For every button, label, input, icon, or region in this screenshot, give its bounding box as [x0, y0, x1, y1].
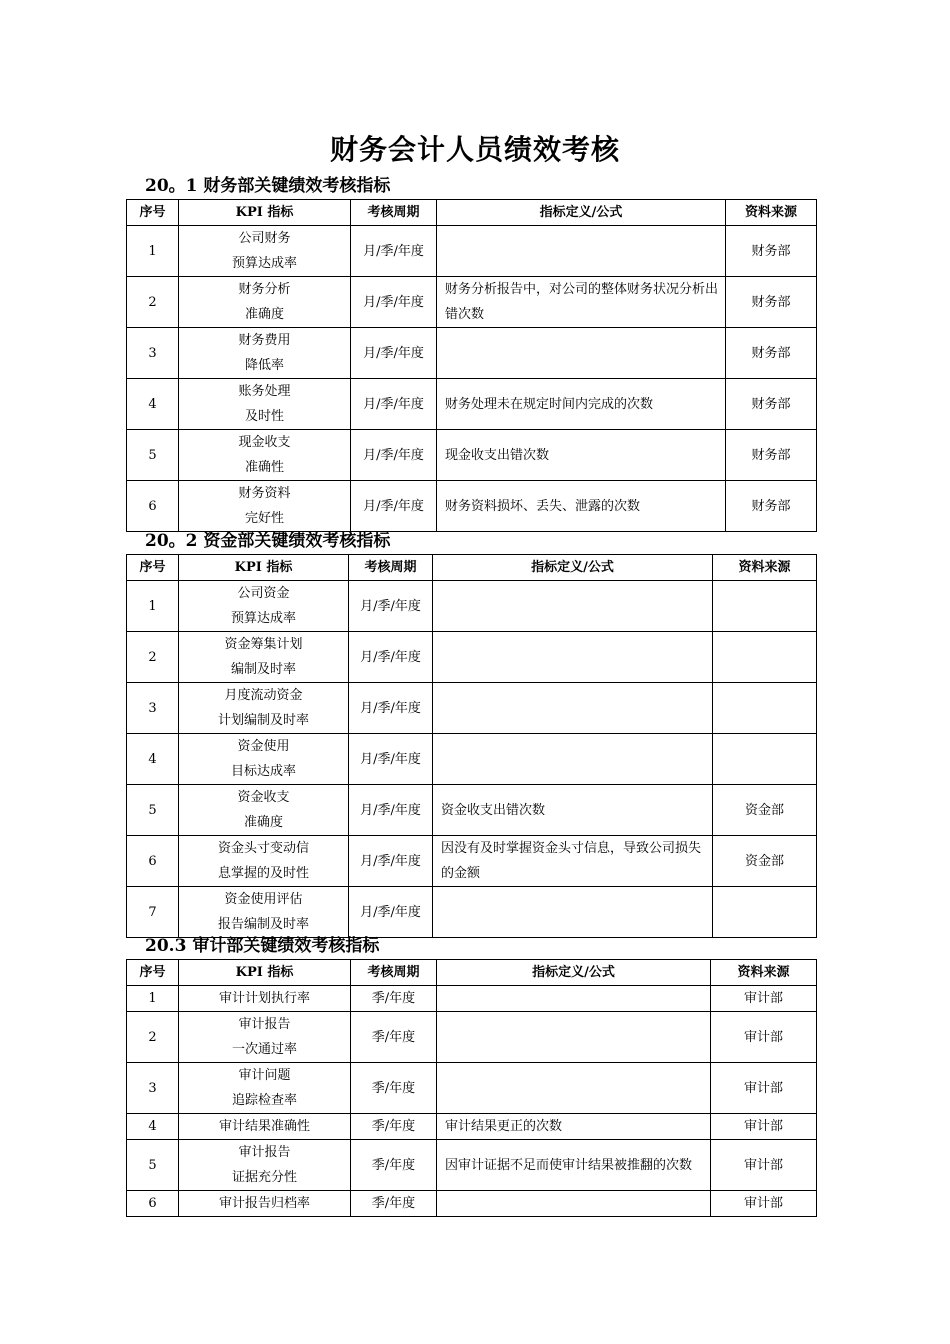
- kpi-name: 资金使用 目标达成率: [179, 734, 349, 785]
- data-source: 审计部: [711, 1012, 817, 1063]
- row-number: 4: [127, 1114, 179, 1140]
- review-cycle: 月/季/年度: [351, 277, 437, 328]
- indicator-definition: 财务资料损坏、丢失、泄露的次数: [437, 481, 726, 532]
- indicator-definition: 财务分析报告中，对公司的整体财务状况分析出错次数: [437, 277, 726, 328]
- review-cycle: 月/季/年度: [349, 887, 433, 938]
- header-cycle: 考核周期: [351, 960, 437, 986]
- row-number: 5: [127, 430, 179, 481]
- indicator-definition: [437, 1063, 711, 1114]
- row-number: 6: [127, 836, 179, 887]
- row-number: 2: [127, 1012, 179, 1063]
- kpi-name: 审计报告 一次通过率: [179, 1012, 351, 1063]
- header-definition: 指标定义/公式: [437, 200, 726, 226]
- data-source: [713, 683, 817, 734]
- table-row: [127, 734, 817, 785]
- review-cycle: 月/季/年度: [349, 734, 433, 785]
- review-cycle: 月/季/年度: [351, 226, 437, 277]
- section-heading-finance: 20。1 财务部关键绩效考核指标: [145, 176, 391, 196]
- indicator-definition: [437, 226, 726, 277]
- indicator-definition: [437, 1012, 711, 1063]
- kpi-name: 审计计划执行率: [179, 986, 351, 1012]
- kpi-name: 财务费用 降低率: [179, 328, 351, 379]
- header-source: 资料来源: [713, 555, 817, 581]
- review-cycle: 季/年度: [351, 1140, 437, 1191]
- kpi-name: 审计问题 追踪检查率: [179, 1063, 351, 1114]
- review-cycle: 月/季/年度: [349, 632, 433, 683]
- data-source: 审计部: [711, 986, 817, 1012]
- row-number: 6: [127, 481, 179, 532]
- review-cycle: 季/年度: [351, 1063, 437, 1114]
- table-row: [127, 1012, 817, 1063]
- review-cycle: 月/季/年度: [351, 481, 437, 532]
- row-number: 3: [127, 683, 179, 734]
- review-cycle: 季/年度: [351, 986, 437, 1012]
- kpi-name: 资金使用评估 报告编制及时率: [179, 887, 349, 938]
- header-source: 资料来源: [726, 200, 817, 226]
- table-row: [127, 887, 817, 938]
- section-heading-audit: 20.3 审计部关键绩效考核指标: [145, 936, 380, 956]
- header-kpi: KPI 指标: [179, 960, 351, 986]
- indicator-definition: [433, 887, 713, 938]
- kpi-name: 公司财务 预算达成率: [179, 226, 351, 277]
- section-heading-funds: 20。2 资金部关键绩效考核指标: [145, 531, 391, 551]
- indicator-definition: 财务处理未在规定时间内完成的次数: [437, 379, 726, 430]
- header-source: 资料来源: [711, 960, 817, 986]
- data-source: 财务部: [726, 226, 817, 277]
- review-cycle: 月/季/年度: [349, 683, 433, 734]
- review-cycle: 季/年度: [351, 1114, 437, 1140]
- table-row: [127, 836, 817, 887]
- table-header-row: [127, 200, 817, 226]
- header-cycle: 考核周期: [349, 555, 433, 581]
- row-number: 1: [127, 226, 179, 277]
- data-source: 资金部: [713, 836, 817, 887]
- data-source: 财务部: [726, 328, 817, 379]
- table-row: [127, 986, 817, 1012]
- data-source: 财务部: [726, 481, 817, 532]
- indicator-definition: [433, 581, 713, 632]
- data-source: [713, 887, 817, 938]
- kpi-name: 审计报告归档率: [179, 1191, 351, 1217]
- row-number: 4: [127, 734, 179, 785]
- kpi-name: 公司资金 预算达成率: [179, 581, 349, 632]
- row-number: 7: [127, 887, 179, 938]
- data-source: [713, 734, 817, 785]
- table-row: [127, 277, 817, 328]
- kpi-name: 财务资料 完好性: [179, 481, 351, 532]
- review-cycle: 月/季/年度: [349, 581, 433, 632]
- review-cycle: 月/季/年度: [349, 836, 433, 887]
- page-title: 财务会计人员绩效考核: [329, 133, 620, 166]
- table-row: [127, 481, 817, 532]
- data-source: 资金部: [713, 785, 817, 836]
- data-source: 财务部: [726, 430, 817, 481]
- header-kpi: KPI 指标: [179, 200, 351, 226]
- row-number: 1: [127, 986, 179, 1012]
- header-kpi: KPI 指标: [179, 555, 349, 581]
- kpi-name: 资金筹集计划 编制及时率: [179, 632, 349, 683]
- kpi-name: 资金收支 准确度: [179, 785, 349, 836]
- table-row: [127, 430, 817, 481]
- row-number: 3: [127, 328, 179, 379]
- audit-kpi-table: [126, 959, 817, 1217]
- table-row: [127, 379, 817, 430]
- data-source: 审计部: [711, 1114, 817, 1140]
- kpi-name: 审计结果准确性: [179, 1114, 351, 1140]
- table-row: [127, 226, 817, 277]
- data-source: [713, 581, 817, 632]
- header-definition: 指标定义/公式: [433, 555, 713, 581]
- indicator-definition: 资金收支出错次数: [433, 785, 713, 836]
- kpi-name: 现金收支 准确性: [179, 430, 351, 481]
- row-number: 2: [127, 277, 179, 328]
- table-header-row: [127, 555, 817, 581]
- row-number: 3: [127, 1063, 179, 1114]
- indicator-definition: [437, 328, 726, 379]
- indicator-definition: 现金收支出错次数: [437, 430, 726, 481]
- header-cycle: 考核周期: [351, 200, 437, 226]
- data-source: 审计部: [711, 1140, 817, 1191]
- kpi-name: 财务分析 准确度: [179, 277, 351, 328]
- data-source: 审计部: [711, 1191, 817, 1217]
- indicator-definition: [437, 986, 711, 1012]
- data-source: 财务部: [726, 277, 817, 328]
- indicator-definition: [433, 683, 713, 734]
- table-row: [127, 328, 817, 379]
- funds-kpi-table: [126, 554, 817, 938]
- table-row: [127, 683, 817, 734]
- header-definition: 指标定义/公式: [437, 960, 711, 986]
- table-row: [127, 1191, 817, 1217]
- row-number: 1: [127, 581, 179, 632]
- row-number: 5: [127, 785, 179, 836]
- row-number: 5: [127, 1140, 179, 1191]
- data-source: 财务部: [726, 379, 817, 430]
- header-no: 序号: [127, 200, 179, 226]
- review-cycle: 月/季/年度: [351, 328, 437, 379]
- indicator-definition: 因审计证据不足而使审计结果被推翻的次数: [437, 1140, 711, 1191]
- indicator-definition: 审计结果更正的次数: [437, 1114, 711, 1140]
- review-cycle: 季/年度: [351, 1012, 437, 1063]
- table-row: [127, 1114, 817, 1140]
- review-cycle: 月/季/年度: [351, 430, 437, 481]
- kpi-name: 账务处理 及时性: [179, 379, 351, 430]
- indicator-definition: [437, 1191, 711, 1217]
- table-row: [127, 581, 817, 632]
- row-number: 4: [127, 379, 179, 430]
- table-row: [127, 1140, 817, 1191]
- table-row: [127, 785, 817, 836]
- table-row: [127, 1063, 817, 1114]
- data-source: 审计部: [711, 1063, 817, 1114]
- finance-kpi-table: [126, 199, 817, 532]
- review-cycle: 月/季/年度: [351, 379, 437, 430]
- indicator-definition: 因没有及时掌握资金头寸信息，导致公司损失的金额: [433, 836, 713, 887]
- header-no: 序号: [127, 960, 179, 986]
- row-number: 2: [127, 632, 179, 683]
- kpi-name: 月度流动资金 计划编制及时率: [179, 683, 349, 734]
- indicator-definition: [433, 632, 713, 683]
- review-cycle: 月/季/年度: [349, 785, 433, 836]
- table-header-row: [127, 960, 817, 986]
- header-no: 序号: [127, 555, 179, 581]
- kpi-name: 资金头寸变动信 息掌握的及时性: [179, 836, 349, 887]
- review-cycle: 季/年度: [351, 1191, 437, 1217]
- table-row: [127, 632, 817, 683]
- kpi-name: 审计报告 证据充分性: [179, 1140, 351, 1191]
- row-number: 6: [127, 1191, 179, 1217]
- indicator-definition: [433, 734, 713, 785]
- data-source: [713, 632, 817, 683]
